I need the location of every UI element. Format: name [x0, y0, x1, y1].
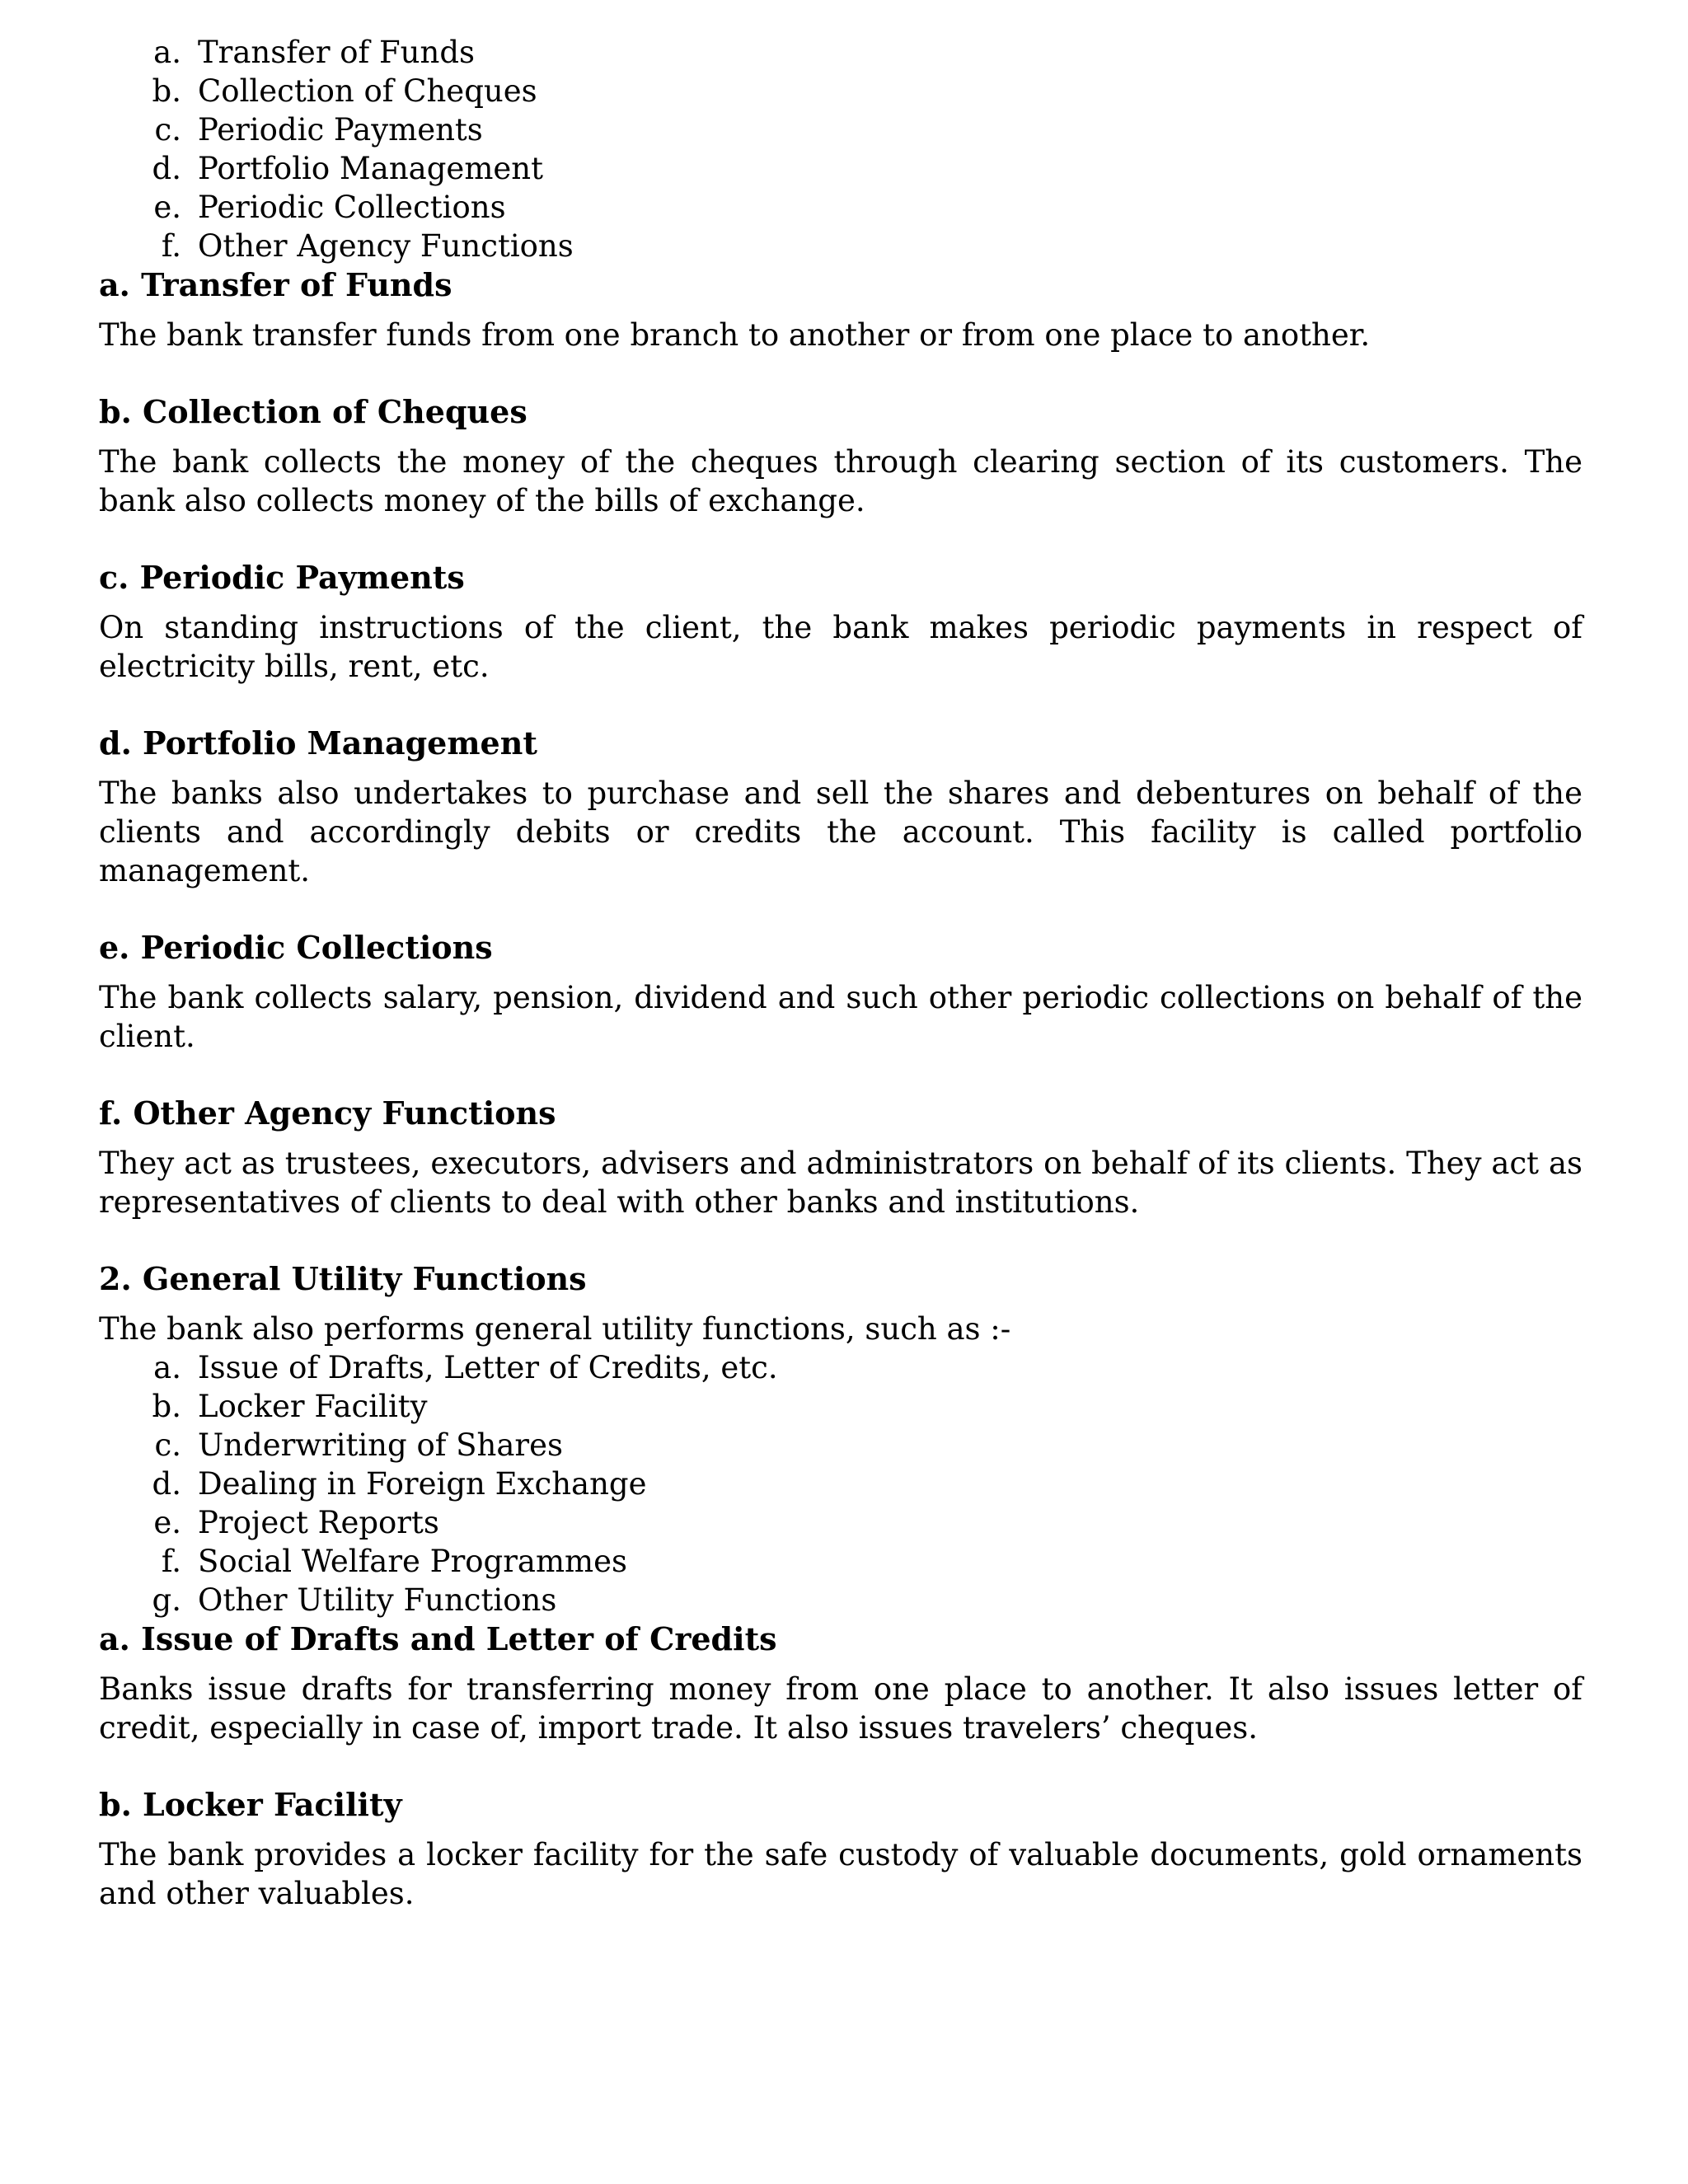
list-marker: f.	[161, 1544, 181, 1579]
list-marker: e.	[153, 1505, 181, 1540]
section-body-locker-facility: The bank provides a locker facility for the safe custody of valuable documents, gold ornaments and other valuables.	[99, 1837, 1582, 1911]
list-item-text: Dealing in Foreign Exchange	[198, 1466, 647, 1502]
section-heading-periodic-collections: e. Periodic Collections	[99, 929, 493, 966]
list-item	[99, 188, 1582, 227]
list-marker: e.	[153, 190, 181, 225]
list-marker: a.	[153, 1350, 181, 1385]
list-marker: c.	[154, 112, 181, 148]
list-item	[99, 33, 1582, 72]
section-body-portfolio-management: The banks also undertakes to purchase and sell the shares and debentures on behalf of the clients and accordingly debits or credits the account. This facility is called portfolio management.	[99, 776, 1582, 888]
list-item-text: Project Reports	[198, 1505, 439, 1540]
section-heading-collection-of-cheques: b. Collection of Cheques	[99, 393, 528, 430]
list-item-text: Underwriting of Shares	[198, 1427, 563, 1463]
section-body-issue-of-drafts: Banks issue drafts for transferring money from one place to another. It also issues letter of credit, especially in case of, import trade. It also issues travelers’ cheques.	[99, 1671, 1582, 1746]
list-marker: a.	[153, 35, 181, 70]
list-item	[99, 1348, 1582, 1387]
list-item	[99, 72, 1582, 110]
list-item	[99, 149, 1582, 188]
list-item-text: Issue of Drafts, Letter of Credits, etc.	[198, 1350, 778, 1385]
list-item	[99, 1581, 1582, 1619]
list-item	[99, 1542, 1582, 1581]
list-item-text: Other Agency Functions	[198, 228, 574, 264]
list-marker: d.	[152, 151, 181, 186]
list-marker: f.	[161, 228, 181, 264]
list-marker: g.	[152, 1582, 181, 1618]
list-item	[99, 1465, 1582, 1503]
list-marker: b.	[152, 1389, 181, 1424]
list-marker: b.	[152, 73, 181, 109]
agency-functions-list	[99, 33, 1582, 265]
list-item	[99, 110, 1582, 149]
list-marker: c.	[154, 1427, 181, 1463]
section-body-transfer-of-funds: The bank transfer funds from one branch to another or from one place to another.	[99, 317, 1371, 353]
list-item	[99, 1426, 1582, 1465]
section-body-other-agency-functions: They act as trustees, executors, advisers and administrators on behalf of its clients. They act as representatives of clients to deal with other banks and institutions.	[99, 1146, 1582, 1220]
list-marker: d.	[152, 1466, 181, 1502]
section-body-periodic-payments: On standing instructions of the client, the bank makes periodic payments in respect of electricity bills, rent, etc.	[99, 610, 1582, 684]
list-item	[99, 1387, 1582, 1426]
list-item-text: Periodic Payments	[198, 112, 483, 148]
list-item-text: Collection of Cheques	[198, 73, 537, 109]
document-page	[99, 33, 1582, 1913]
section-heading-transfer-of-funds: a. Transfer of Funds	[99, 266, 452, 303]
section-body-collection-of-cheques: The bank collects the money of the cheques through clearing section of its customers. The bank also collects money of the bills of exchange.	[99, 444, 1582, 518]
list-item	[99, 227, 1582, 265]
list-item-text: Transfer of Funds	[198, 35, 476, 70]
section-heading-locker-facility: b. Locker Facility	[99, 1786, 402, 1823]
section-heading-portfolio-management: d. Portfolio Management	[99, 724, 537, 762]
section-heading-general-utility-functions: 2. General Utility Functions	[99, 1260, 587, 1297]
list-item-text: Other Utility Functions	[198, 1582, 557, 1618]
list-item-text: Portfolio Management	[198, 151, 543, 186]
list-item-text: Locker Facility	[198, 1389, 428, 1424]
list-item-text: Periodic Collections	[198, 190, 506, 225]
list-item-text: Social Welfare Programmes	[198, 1544, 628, 1579]
section-heading-periodic-payments: c. Periodic Payments	[99, 559, 465, 596]
section-heading-issue-of-drafts: a. Issue of Drafts and Letter of Credits	[99, 1620, 777, 1657]
section-body-periodic-collections: The bank collects salary, pension, dividend and such other periodic collections on behalf of the client.	[99, 980, 1582, 1054]
general-utility-intro: The bank also performs general utility functions, such as :-	[99, 1311, 1011, 1347]
list-item	[99, 1503, 1582, 1542]
utility-functions-list	[99, 1348, 1582, 1619]
section-heading-other-agency-functions: f. Other Agency Functions	[99, 1094, 556, 1132]
